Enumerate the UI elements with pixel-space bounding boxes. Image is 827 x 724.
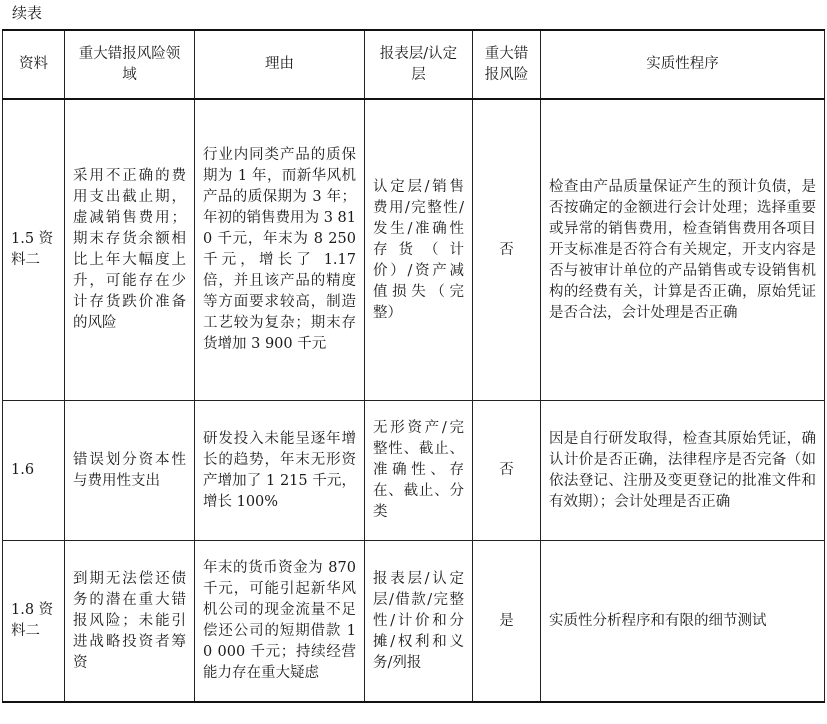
table-row [3,541,825,703]
table-row [3,401,825,541]
header-risk-area: 重大错报风险领域 [65,30,195,99]
cell-procedure: 实质性分析程序和有限的细节测试 [541,541,825,703]
cell-material: 1.6 [3,401,65,541]
cell-major-risk: 否 [473,99,541,401]
cell-level: 无形资产/完整性、截止、准确性、存在、截止、分类 [365,401,473,541]
cell-reason: 研发投入未能呈逐年增长的趋势，年末无形资产增加了 1 215 千元，增长 100% [195,401,365,541]
header-major-risk: 重大错报风险 [473,30,541,99]
header-procedure: 实质性程序 [541,30,825,99]
cell-major-risk: 是 [473,541,541,703]
audit-risk-table [2,29,825,703]
table-caption: 续表 [12,4,43,22]
table-row [3,99,825,401]
header-material: 资料 [3,30,65,99]
cell-reason: 行业内同类产品的质保期为 1 年，而新华风机产品的质保期为 3 年；年初的销售费用为 3 810 千元，年末为 8 250 千元，增长了 1.17 倍，并且该产品的精度等方面要求较高，制造工艺较为复杂；期末存货增加 3 900 千元 [195,99,365,401]
header-level: 报表层/认定层 [365,30,473,99]
header-reason: 理由 [195,30,365,99]
cell-procedure: 因是自行研发取得，检查其原始凭证，确认计价是否正确，法律程序是否完备（如依法登记、注册及变更登记的批准文件和有效期）；会计处理是否正确 [541,401,825,541]
cell-risk-area: 到期无法偿还债务的潜在重大错报风险；未能引进战略投资者筹资 [65,541,195,703]
cell-risk-area: 采用不正确的费用支出截止期，虚减销售费用；期末存货余额相比上年大幅度上升，可能存在少计存货跌价准备的风险 [65,99,195,401]
cell-material: 1.5 资料二 [3,99,65,401]
cell-reason: 年末的货币资金为 870 千元，可能引起新华风机公司的现金流量不足偿还公司的短期借款 10 000 千元；持续经营能力存在重大疑虑 [195,541,365,703]
cell-risk-area: 错误划分资本性与费用性支出 [65,401,195,541]
cell-procedure: 检查由产品质量保证产生的预计负债，是否按确定的金额进行会计处理；选择重要或异常的销售费用，检查销售费用各项目开支标准是否符合有关规定，开支内容是否与被审计单位的产品销售或专设销售机构的经费有关，计算是否正确，原始凭证是否合法，会计处理是否正确 [541,99,825,401]
cell-major-risk: 否 [473,401,541,541]
cell-material: 1.8 资料二 [3,541,65,703]
cell-level: 报表层/认定层/借款/完整性/计价和分摊/权利和义务/列报 [365,541,473,703]
table-header-row [3,30,825,99]
cell-level: 认定层/销售费用/完整性/发生/准确性存货（计价）/资产减值损失（完整） [365,99,473,401]
